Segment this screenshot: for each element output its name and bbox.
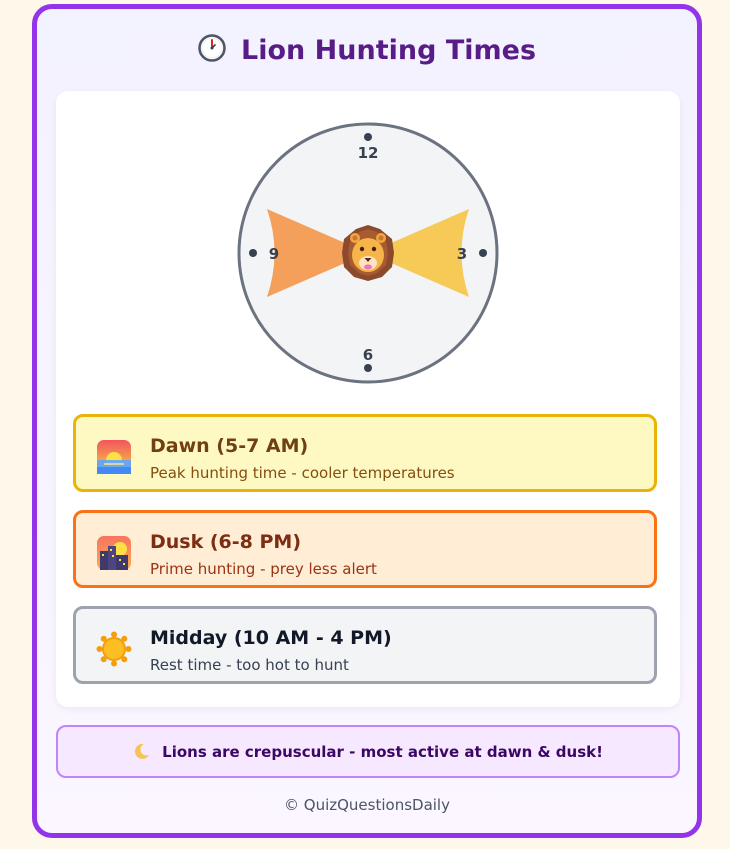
slot-midday xyxy=(73,606,657,684)
slot-midday-title: Midday (10 AM - 4 PM) xyxy=(150,627,392,649)
hour-dot-12 xyxy=(364,133,372,141)
content-panel xyxy=(56,91,680,707)
fact-banner xyxy=(56,725,680,778)
hunting-clock xyxy=(236,121,500,385)
numeral-9: 9 xyxy=(268,245,280,263)
numeral-6: 6 xyxy=(362,346,374,364)
page-title: Lion Hunting Times xyxy=(241,35,537,66)
hour-dot-3 xyxy=(479,249,487,257)
hour-dot-6 xyxy=(364,364,372,372)
crescent-moon-icon xyxy=(133,742,151,760)
sunrise-icon xyxy=(96,439,132,475)
slot-midday-description: Rest time - too hot to hunt xyxy=(150,656,349,674)
header xyxy=(37,35,697,75)
numeral-12: 12 xyxy=(357,144,379,162)
quiz-card xyxy=(32,4,702,838)
fact-text: Lions are crepuscular - most active at dawn & dusk! xyxy=(162,743,603,761)
slot-dusk xyxy=(73,510,657,588)
city-sunset-icon xyxy=(96,535,132,571)
slot-dawn-title: Dawn (5-7 AM) xyxy=(150,435,309,457)
copyright-footer: © QuizQuestionsDaily xyxy=(284,796,450,814)
numeral-3: 3 xyxy=(456,245,468,263)
hour-dot-9 xyxy=(249,249,257,257)
clock-icon xyxy=(198,34,226,62)
slot-dawn xyxy=(73,414,657,492)
sun-icon xyxy=(96,631,132,667)
slot-dusk-description: Prime hunting - prey less alert xyxy=(150,560,377,578)
slot-dawn-description: Peak hunting time - cooler temperatures xyxy=(150,464,455,482)
slot-dusk-title: Dusk (6-8 PM) xyxy=(150,531,301,553)
